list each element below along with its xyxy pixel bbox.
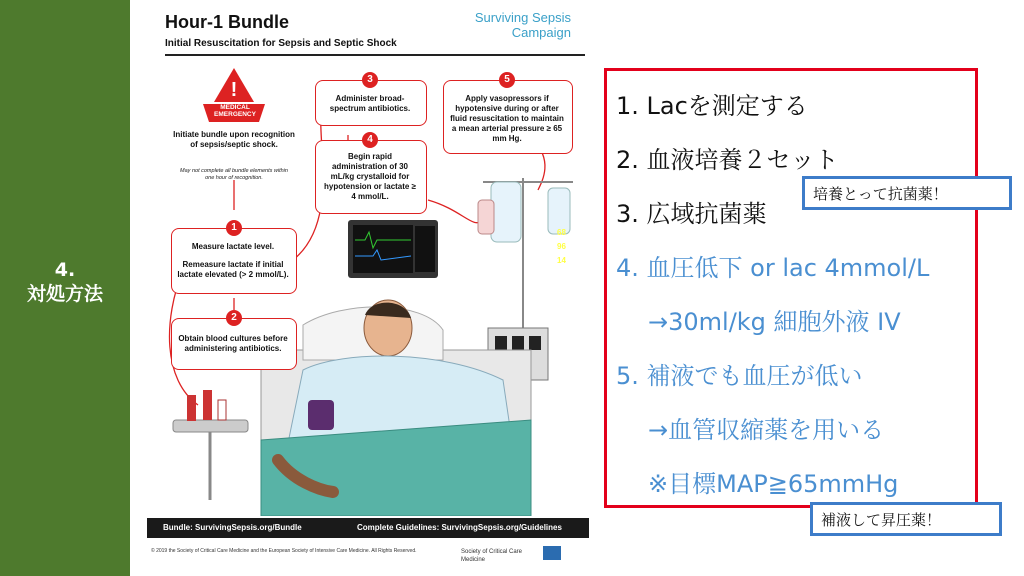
callout-vasopressors: 補液して昇圧薬！ <box>810 502 1002 536</box>
bundle-link: Bundle: SurvivingSepsis.org/Bundle <box>163 523 302 532</box>
step4-number: 4 <box>362 132 378 148</box>
ssc-logo-line2: Campaign <box>511 25 571 40</box>
section-sidebar <box>0 0 130 576</box>
step1-text: Measure lactate level. <box>191 242 275 251</box>
section-title: 対処方法 <box>26 283 103 305</box>
step2-number: 2 <box>226 310 242 326</box>
ssc-logo <box>475 10 571 40</box>
monitor-hr: 68 <box>557 228 566 237</box>
hour1-bundle-poster <box>143 0 593 576</box>
step1-number: 1 <box>226 220 242 236</box>
bp-cuff <box>308 400 334 430</box>
list-item-2: 2. 血液培養２セット <box>616 146 839 174</box>
section-number: 4. <box>54 259 76 281</box>
monitor-values <box>557 226 577 268</box>
callout-antibiotics: 培養とって抗菌薬！ <box>802 176 1012 210</box>
list-item-5-detail: →血管収縮薬を用いる <box>648 416 885 444</box>
list-item-5-target: ※目標MAP≧65mmHg <box>648 470 899 498</box>
poster-footer <box>147 518 589 538</box>
svg-text:!: ! <box>230 79 238 101</box>
sccm-logo: Society of Critical Care Medicine <box>461 549 523 563</box>
step5-text: Apply vasopressors if hypotensive during or after fluid resuscitation to maintain a mean arterial pressure ≥ 65 mm Hg. <box>450 94 564 143</box>
list-item-1: 1. Lacを測定する <box>616 92 808 120</box>
initiate-text: Initiate bundle upon recognition of sepsis/septic shock. <box>173 130 295 149</box>
copyright-text: © 2019 the Society of Critical Care Medicine and the European Society of Intensive Care Medicine. All Rights Reserved. <box>151 548 417 554</box>
poster-divider <box>165 54 585 56</box>
step4-text: Begin rapid administration of 30 mL/kg crystalloid for hypotension or lactate ≥ 4 mmol/L. <box>324 152 416 201</box>
list-item-3: 3. 広域抗菌薬 <box>616 200 767 228</box>
emergency-label: MEDICAL EMERGENCY <box>214 104 256 118</box>
esicm-logo <box>543 546 561 560</box>
list-item-4: 4. 血圧低下 or lac 4mmol/L <box>616 254 930 282</box>
step3-text: Administer broad-spectrum antibiotics. <box>329 94 411 113</box>
list-item-5: 5. 補液でも血圧が低い <box>616 362 863 390</box>
guidelines-link: Complete Guidelines: SurvivingSepsis.org/Guidelines <box>357 523 562 532</box>
lab-tray <box>173 420 248 432</box>
section-heading <box>0 258 130 306</box>
list-item-4-detail: →30ml/kg 細胞外液 IV <box>648 308 901 336</box>
step1-text2: Remeasure lactate if initial lactate elevated (> 2 mmol/L). <box>177 260 289 279</box>
ssc-logo-line1: Surviving Sepsis <box>474 10 571 25</box>
bundle-note: May not complete all bundle elements within one hour of recognition. <box>180 168 288 181</box>
step2-text: Obtain blood cultures before administering antibiotics. <box>178 334 288 353</box>
poster-subtitle: Initial Resuscitation for Sepsis and Septic Shock <box>165 38 397 49</box>
monitor-spo2: 96 <box>557 242 566 251</box>
step5-number: 5 <box>499 72 515 88</box>
poster-title: Hour-1 Bundle <box>165 12 289 32</box>
step3-number: 3 <box>362 72 378 88</box>
monitor-rr: 14 <box>557 256 566 265</box>
iv-bag <box>491 182 521 242</box>
